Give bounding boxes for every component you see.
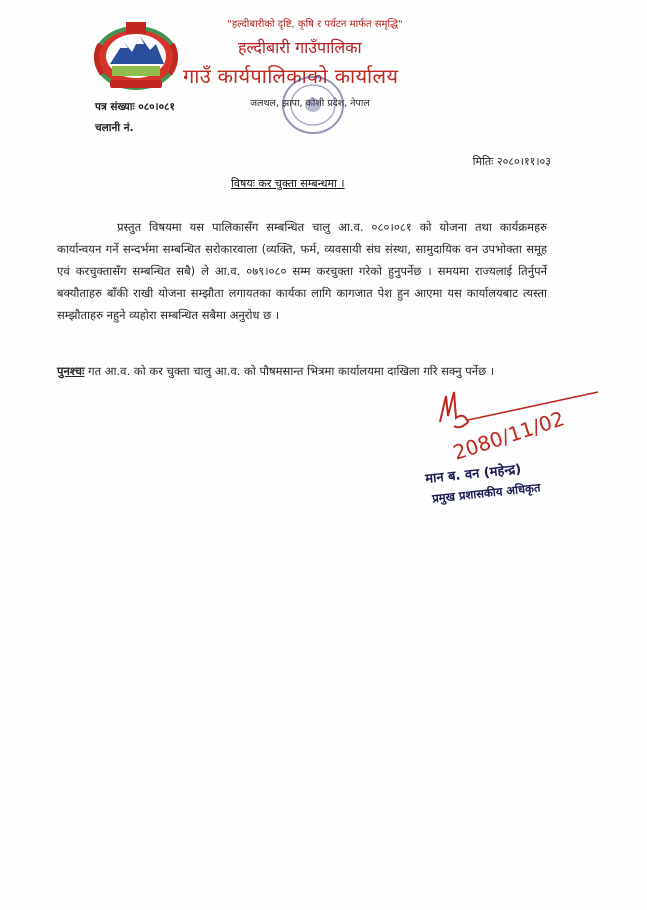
postscript-label: पुनश्चः — [57, 364, 85, 378]
motto-text: "हल्दीबारीको दृष्टि, कृषि र पर्यटन मार्फत समृद्धि" — [227, 19, 403, 30]
office-name: गाउँ कार्यपालिकाको कार्यालय — [183, 64, 399, 88]
office-address: जलथल, झापा, कोशी प्रदेश, नेपाल — [250, 98, 370, 109]
letter-body — [57, 216, 547, 326]
letter-date: मितिः २०८०।११।०३ — [472, 155, 551, 168]
signature-date: 2080/11/02 — [450, 406, 568, 465]
municipality-name: हल्दीबारी गाउँपालिका — [238, 38, 362, 57]
official-seal-icon — [268, 70, 358, 140]
reference-number: पत्र संख्याः ०८०।०८१ — [95, 101, 175, 113]
postscript-text: गत आ.व. को कर चुक्ता चालु आ.व. को पौषमसान्त भित्रमा कार्यालयमा दाखिला गरि सक्नु पर्नेछ । — [84, 364, 495, 378]
letter-body-text: प्रस्तुत विषयमा यस पालिकासँग सम्बन्धित चालु आ.व. ०८०।०८१ को योजना तथा कार्यक्रमहरु कार्यान्वयन गर्ने सन्दर्भमा सम्बन्धित सरोकारवाला (व्यक्ति, फर्म, व्यवसायी संघ संस्था, सामुदायिक वन उपभोक्ता समूह एवं करचुक्तासँग सम्बन्धित सबै) ले आ.व. ०७९।०८० सम्म करचुक्ता गरेको हुनुपर्नेछ । समयमा राज्यलाई तिर्नुपर्ने बक्यौताहरु बाँकी राखी योजना सम्झौता लगायतका कार्यका लागि कागजात पेश हुन आएमा यस कार्यालयबाट त्यस्ता सम्झौताहरु नहुने व्यहोरा सम्बन्धित सबैमा अनुरोध छ । — [57, 220, 547, 322]
signatory-name: मान ब. वन (महेन्द्र) — [424, 462, 522, 487]
signatory-title: प्रमुख प्रशासकीय अधिकृत — [431, 480, 542, 506]
nepal-emblem-icon — [90, 14, 182, 94]
letter-subject: विषयः कर चुक्ता सम्बन्धमा । — [231, 177, 345, 190]
dispatch-number: चलानी नं. — [95, 122, 134, 134]
postscript — [57, 360, 547, 382]
